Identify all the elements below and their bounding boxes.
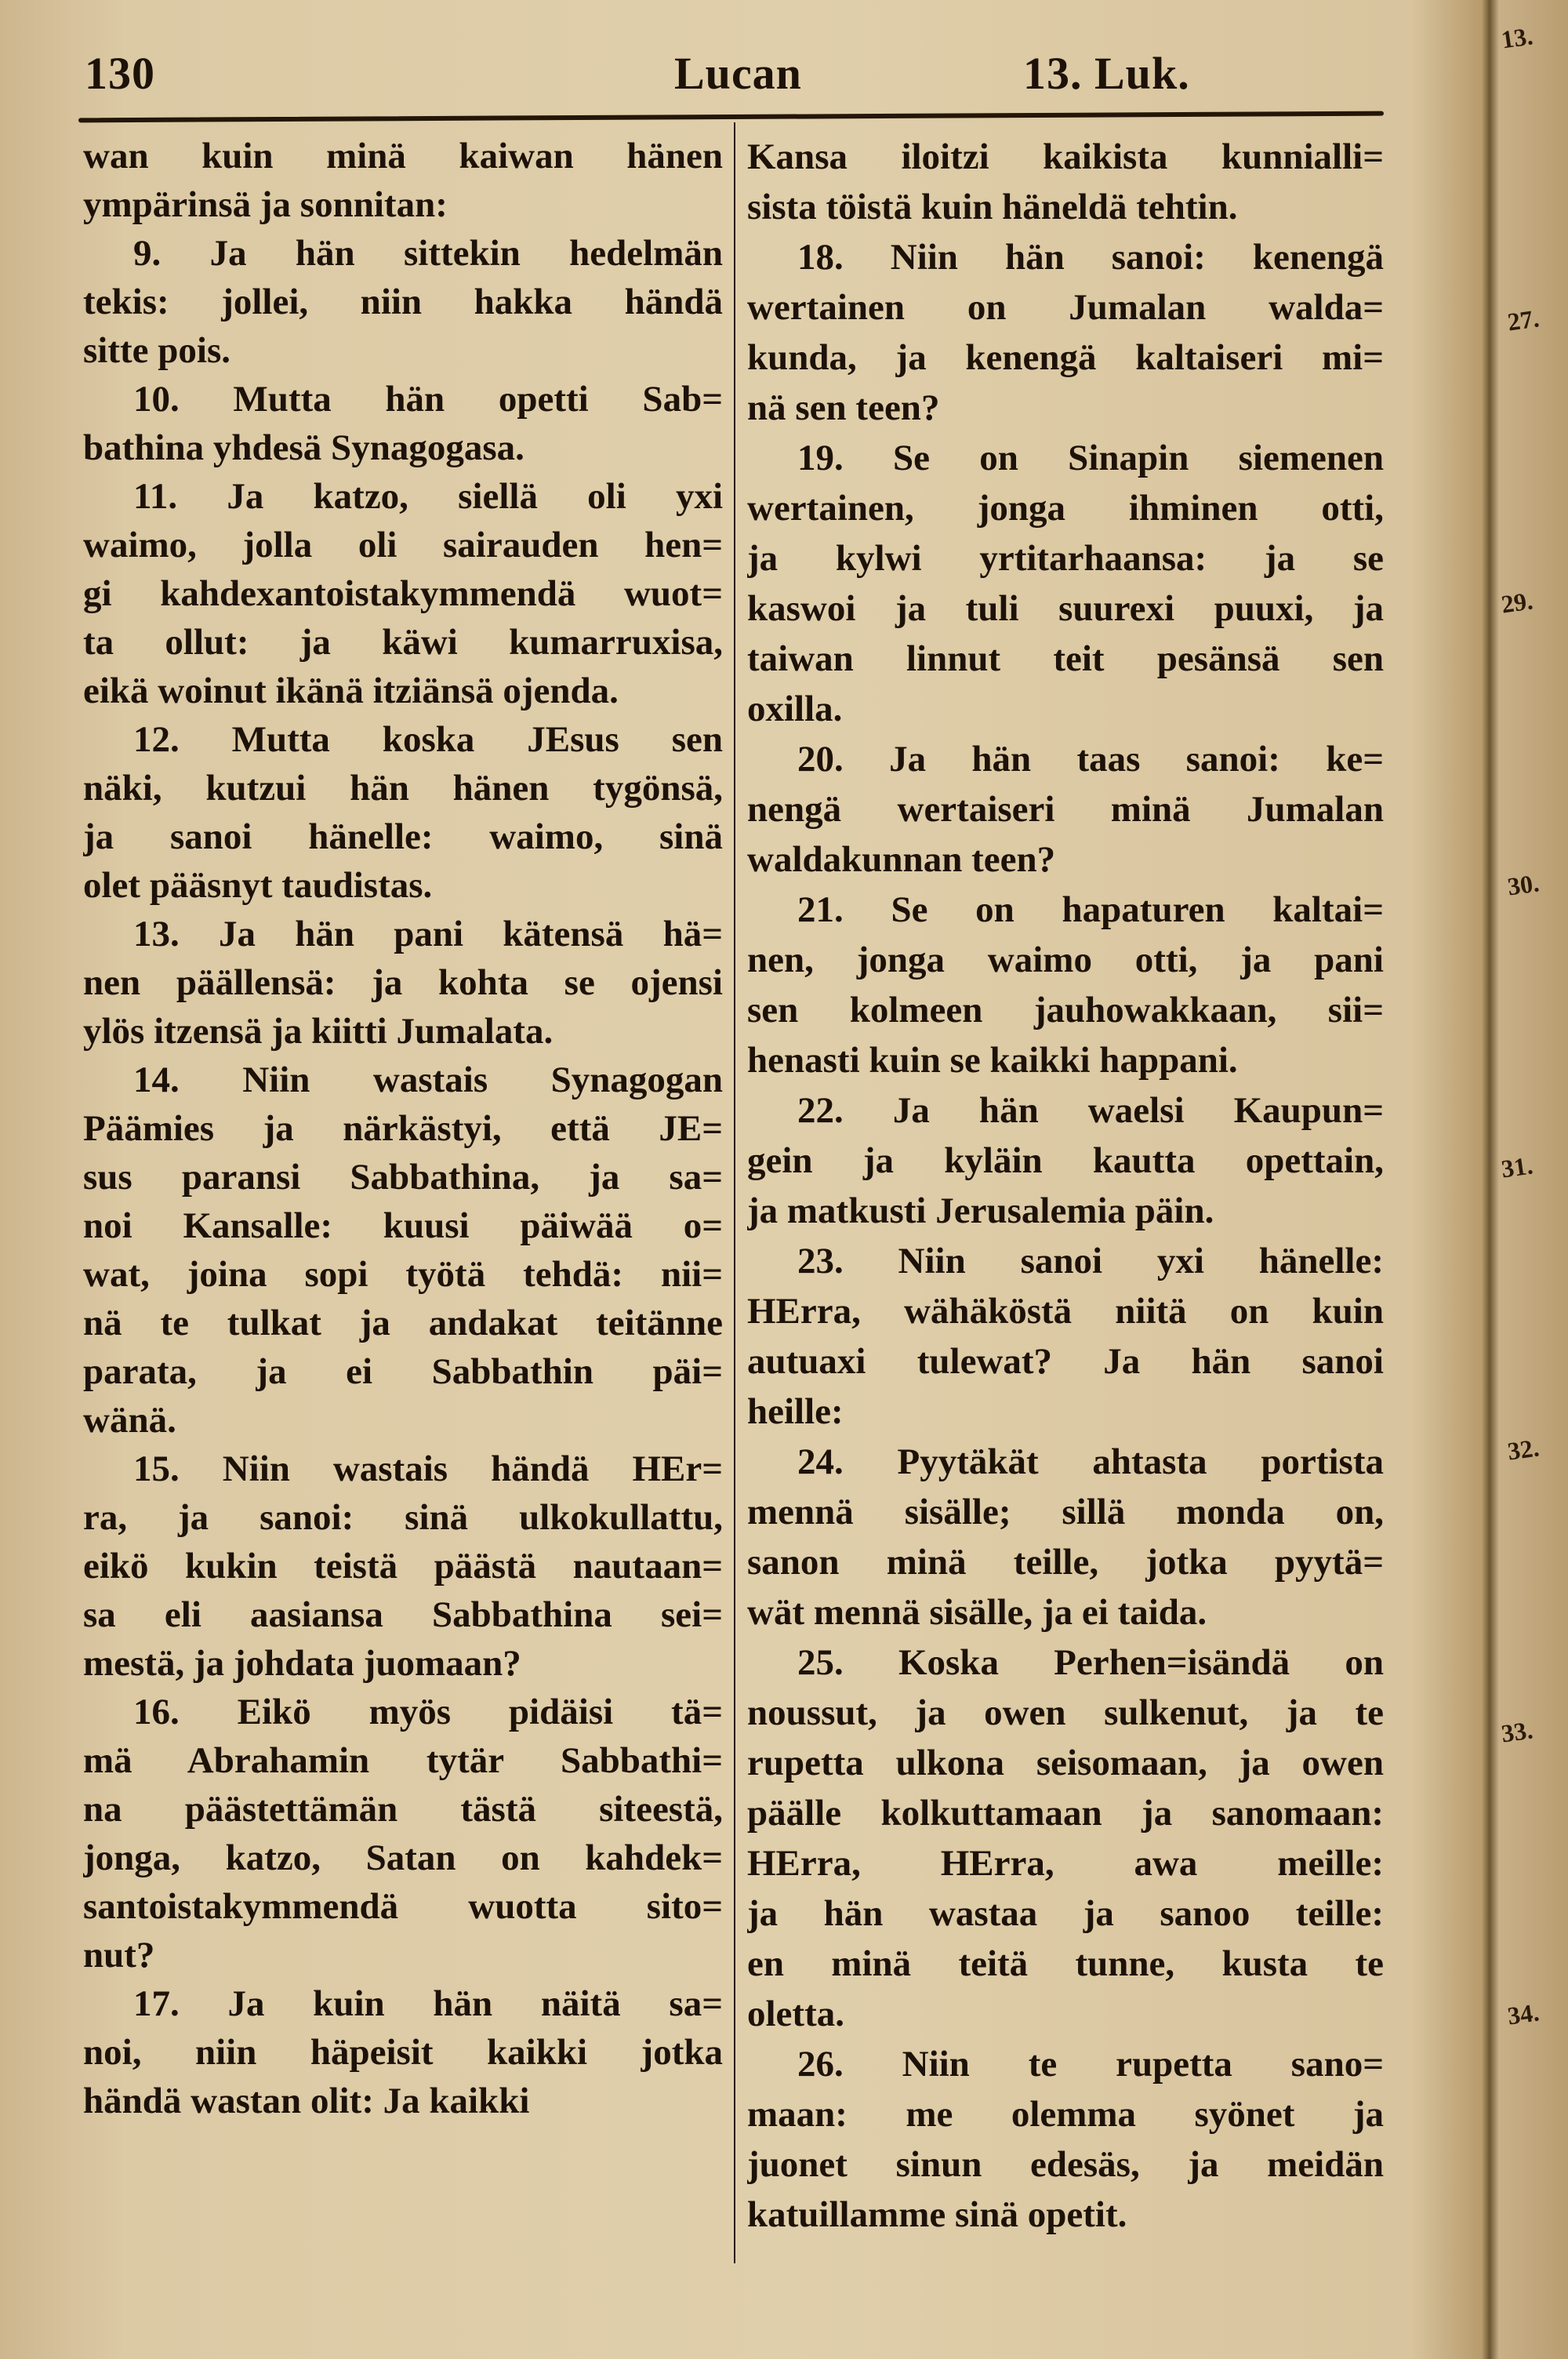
text-line: ja sanoi hänelle: waimo, sinä: [83, 816, 723, 857]
column-divider: [734, 122, 735, 2263]
text-line: 23. Niin sanoi yxi hänelle:: [797, 1241, 1384, 1281]
text-line: 17. Ja kuin hän näitä sa=: [133, 1983, 723, 2024]
text-line: oxilla.: [747, 689, 843, 729]
text-line: sa eli aasiansa Sabbathina sei=: [83, 1594, 723, 1635]
text-line: kaswoi ja tuli suurexi puuxi, ja: [747, 588, 1384, 629]
text-line: mennä sisälle; sillä monda on,: [747, 1492, 1384, 1532]
next-page-verse-number: 32.: [1505, 1433, 1541, 1466]
text-line: sanon minä teille, jotka pyytä=: [747, 1542, 1384, 1583]
text-line: HErra, wähäköstä niitä on kuin: [747, 1291, 1384, 1332]
text-line: noi, niin häpeisit kaikki jotka: [83, 2032, 723, 2073]
text-line: santoistakymmendä wuotta sito=: [83, 1886, 723, 1927]
text-line: 13. Ja hän pani kätensä hä=: [133, 914, 723, 954]
text-line: waldakunnan teen?: [747, 839, 1056, 880]
text-line: 12. Mutta koska JEsus sen: [133, 719, 723, 760]
text-line: juonet sinun edesäs, ja meidän: [747, 2144, 1384, 2185]
text-line: 11. Ja katzo, siellä oli yxi: [133, 476, 723, 517]
text-line: Päämies ja närkästyi, että JE=: [83, 1108, 723, 1149]
text-line: nen päällensä: ja kohta se ojensi: [83, 962, 723, 1003]
text-line: mestä, ja johdata juomaan?: [83, 1643, 521, 1684]
running-head-chapter: 13. Luk.: [1023, 48, 1190, 99]
next-page-edge: [1494, 0, 1568, 2359]
next-page-verse-number: 13.: [1499, 21, 1535, 54]
text-line: waimo, jolla oli sairauden hen=: [83, 525, 723, 565]
next-page-verse-number: 29.: [1499, 586, 1535, 619]
text-line: nä te tulkat ja andakat teitänne: [83, 1303, 723, 1343]
text-line: ra, ja sanoi: sinä ulkokullattu,: [83, 1497, 723, 1538]
left-column: [83, 132, 723, 2125]
text-line: 26. Niin te rupetta sano=: [797, 2044, 1384, 2085]
text-line: jonga, katzo, Satan on kahdek=: [83, 1837, 723, 1878]
text-line: 18. Niin hän sanoi: kenengä: [797, 237, 1384, 278]
text-line: kunda, ja kenengä kaltaiseri mi=: [747, 337, 1384, 378]
right-column: [747, 132, 1384, 2240]
text-line: wat, joina sopi työtä tehdä: nii=: [83, 1254, 723, 1295]
text-line: ympärinsä ja sonnitan:: [83, 184, 448, 225]
text-line: nengä wertaiseri minä Jumalan: [747, 789, 1384, 830]
text-line: noi Kansalle: kuusi päiwää o=: [83, 1205, 723, 1246]
text-line: nen, jonga waimo otti, ja pani: [747, 940, 1384, 980]
text-line: 16. Eikö myös pidäisi tä=: [133, 1692, 723, 1732]
text-line: heille:: [747, 1391, 844, 1432]
text-line: mä Abrahamin tytär Sabbathi=: [83, 1740, 723, 1781]
text-line: 20. Ja hän taas sanoi: ke=: [797, 739, 1384, 780]
text-line: nut?: [83, 1935, 155, 1976]
next-page-verse-number: 27.: [1505, 304, 1541, 336]
text-line: tekis: jollei, niin hakka händä: [83, 282, 723, 322]
text-line: ta ollut: ja käwi kumarruxisa,: [83, 622, 723, 663]
text-line: eikä woinut ikänä itziänsä ojenda.: [83, 671, 619, 711]
next-page-verse-number: 34.: [1505, 1997, 1541, 2030]
text-line: en minä teitä tunne, kusta te: [747, 1943, 1384, 1984]
text-line: gi kahdexantoistakymmendä wuot=: [83, 573, 723, 614]
text-line: 9. Ja hän sittekin hedelmän: [133, 233, 723, 274]
text-line: sus paransi Sabbathina, ja sa=: [83, 1157, 723, 1198]
text-line: Kansa iloitzi kaikista kunnialli=: [747, 136, 1384, 177]
text-line: noussut, ja owen sulkenut, ja te: [747, 1692, 1384, 1733]
text-line: sitte pois.: [83, 330, 230, 371]
text-line: wertainen on Jumalan walda=: [747, 287, 1384, 328]
text-line: rupetta ulkona seisomaan, ja owen: [747, 1743, 1384, 1783]
text-line: parata, ja ei Sabbathin päi=: [83, 1351, 723, 1392]
next-page-verse-number: 30.: [1505, 868, 1541, 901]
text-line: taiwan linnut teit pesänsä sen: [747, 638, 1384, 679]
text-line: katuillamme sinä opetit.: [747, 2194, 1127, 2235]
text-line: sen kolmeen jauhowakkaan, sii=: [747, 990, 1384, 1030]
header-rule: [78, 111, 1384, 123]
text-line: na päästettämän tästä siteestä,: [83, 1789, 723, 1830]
text-line: eikö kukin teistä päästä nautaan=: [83, 1546, 723, 1587]
text-line: henasti kuin se kaikki happani.: [747, 1040, 1238, 1081]
text-line: ylös itzensä ja kiitti Jumalata.: [83, 1011, 554, 1052]
next-page-verse-number: 31.: [1499, 1150, 1535, 1183]
text-line: oletta.: [747, 1994, 844, 2034]
text-line: 25. Koska Perhen=isändä on: [797, 1642, 1384, 1683]
text-line: 19. Se on Sinapin siemenen: [797, 438, 1384, 478]
text-line: händä wastan olit: Ja kaikki: [83, 2081, 530, 2121]
text-line: päälle kolkuttamaan ja sanomaan:: [747, 1793, 1384, 1834]
text-line: ja matkusti Jerusalemia päin.: [747, 1190, 1214, 1231]
text-line: 24. Pyytäkät ahtasta portista: [797, 1441, 1384, 1482]
text-line: 21. Se on hapaturen kaltai=: [797, 889, 1384, 930]
text-line: näki, kutzui hän hänen tygönsä,: [83, 768, 723, 809]
text-line: maan: me olemma syönet ja: [747, 2094, 1384, 2135]
text-line: HErra, HErra, awa meille:: [747, 1843, 1384, 1884]
text-line: gein ja kyläin kautta opettain,: [747, 1140, 1384, 1181]
text-line: ja hän wastaa ja sanoo teille:: [747, 1893, 1384, 1934]
text-line: wan kuin minä kaiwan hänen: [83, 136, 723, 176]
text-line: ja kylwi yrtitarhaansa: ja se: [747, 538, 1384, 579]
text-line: wät mennä sisälle, ja ei taida.: [747, 1592, 1207, 1633]
text-line: wänä.: [83, 1400, 176, 1441]
running-head-book: Lucan: [674, 48, 802, 99]
text-line: sista töistä kuin häneldä tehtin.: [747, 187, 1238, 227]
next-page-verse-number: 33.: [1499, 1715, 1535, 1748]
text-line: wertainen, jonga ihminen otti,: [747, 488, 1384, 529]
text-line: bathina yhdesä Synagogasa.: [83, 427, 524, 468]
text-line: nä sen teen?: [747, 387, 940, 428]
text-line: 14. Niin wastais Synagogan: [133, 1060, 723, 1100]
text-line: 10. Mutta hän opetti Sab=: [133, 379, 723, 420]
text-line: 15. Niin wastais händä HEr=: [133, 1448, 723, 1489]
page-number: 130: [85, 48, 155, 99]
text-line: 22. Ja hän waelsi Kaupun=: [797, 1090, 1384, 1131]
text-line: autuaxi tulewat? Ja hän sanoi: [747, 1341, 1384, 1382]
text-line: olet pääsnyt taudistas.: [83, 865, 433, 906]
